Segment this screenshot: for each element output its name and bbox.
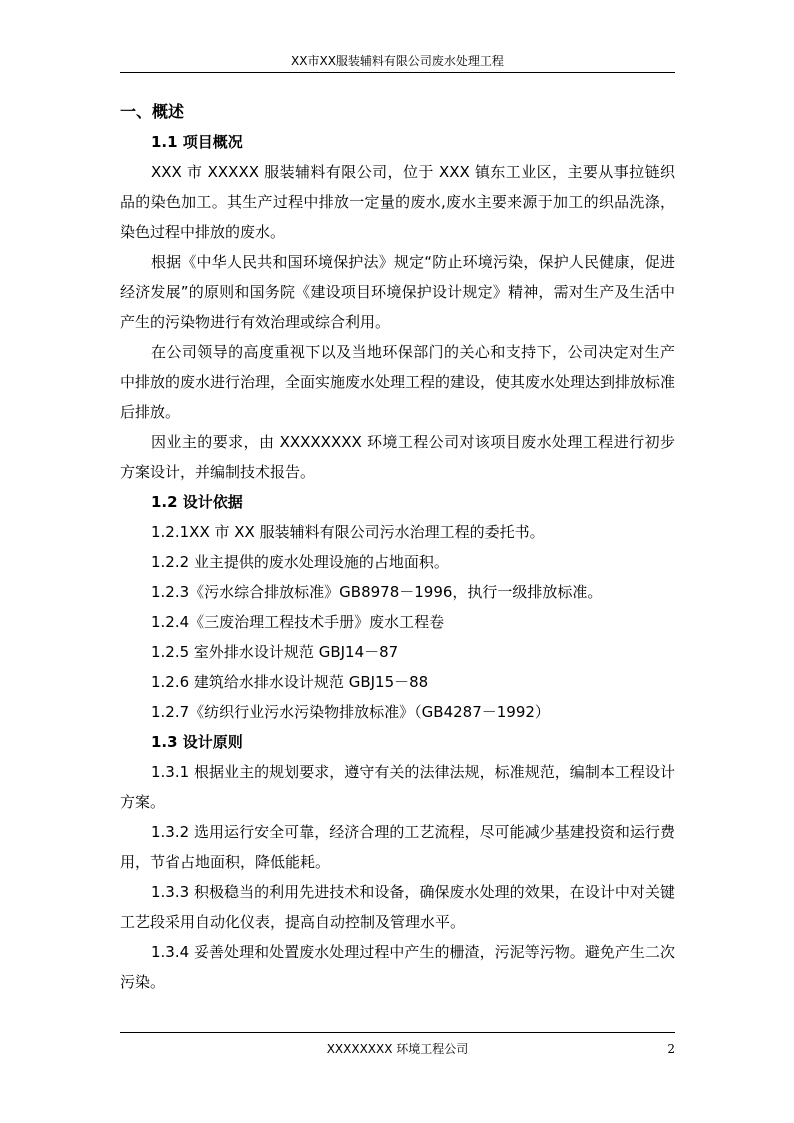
- paragraph: 1.3.1 根据业主的规划要求，遵守有关的法律法规，标准规范，编制本工程设计方案。: [120, 763, 675, 811]
- paragraph: 在公司领导的高度重视下以及当地环保部门的关心和支持下，公司决定对生产中排放的废水进行治理，全面实施废水处理工程的建设，使其废水处理达到排放标准后排放。: [120, 343, 676, 421]
- paragraph: 因业主的要求，由 XXXXXXXX 环境工程公司对该项目废水处理工程进行初步方案设计，并编制技术报告。: [120, 433, 675, 481]
- page-header: XX市XX服装辅料有限公司废水处理工程: [291, 54, 504, 68]
- paragraph: 根据《中华人民共和国环境保护法》规定“防止环境污染，保护人民健康，促进经济发展”的原则和国务院《建设项目环境保护设计规定》精神，需对生产及生活中产生的污染物进行有效治理或综合利用。: [120, 253, 675, 331]
- page-number: 2: [667, 1042, 675, 1056]
- paragraph: XXX 市 XXXXX 服装辅料有限公司，位于 XXX 镇东工业区，主要从事拉链织品的染色加工。其生产过程中排放一定量的废水,废水主要来源于加工的织品洗涤，染色过程中排放的废水。: [120, 163, 675, 241]
- subsection-heading-design-basis: 1.2 设计依据: [151, 493, 243, 511]
- list-item: 1.2.2 业主提供的废水处理设施的占地面积。: [151, 553, 449, 571]
- list-item: 1.2.3《污水综合排放标准》GB8978－1996，执行一级排放标准。: [151, 583, 603, 601]
- list-item: 1.2.7《纺织行业污水污染物排放标准》（GB4287－1992）: [151, 703, 550, 721]
- paragraph: 1.3.4 妥善处理和处置废水处理过程中产生的栅渣，污泥等污物。避免产生二次污染。: [120, 943, 675, 991]
- list-item: 1.2.4《三废治理工程技术手册》废水工程卷: [151, 613, 445, 631]
- list-item: 1.2.1XX 市 XX 服装辅料有限公司污水治理工程的委托书。: [151, 523, 545, 541]
- subsection-heading-design-principles: 1.3 设计原则: [151, 733, 243, 751]
- section-heading-overview: 一、概述: [120, 102, 185, 121]
- list-item: 1.2.6 建筑给水排水设计规范 GBJ15－88: [151, 673, 429, 691]
- header-divider: [120, 72, 675, 73]
- document-body: [120, 97, 675, 997]
- paragraph: 1.3.2 选用运行安全可靠，经济合理的工艺流程，尽可能减少基建投资和运行费用，节省占地面积，降低能耗。: [120, 823, 675, 871]
- paragraph: 1.3.3 积极稳当的利用先进技术和设备，确保废水处理的效果，在设计中对关键工艺段采用自动化仪表，提高自动控制及管理水平。: [120, 883, 675, 931]
- page-footer-company: XXXXXXXX 环境工程公司: [326, 1042, 469, 1056]
- footer-divider: [120, 1032, 675, 1033]
- list-item: 1.2.5 室外排水设计规范 GBJ14－87: [151, 643, 399, 661]
- subsection-heading-project-overview: 1.1 项目概况: [151, 133, 243, 151]
